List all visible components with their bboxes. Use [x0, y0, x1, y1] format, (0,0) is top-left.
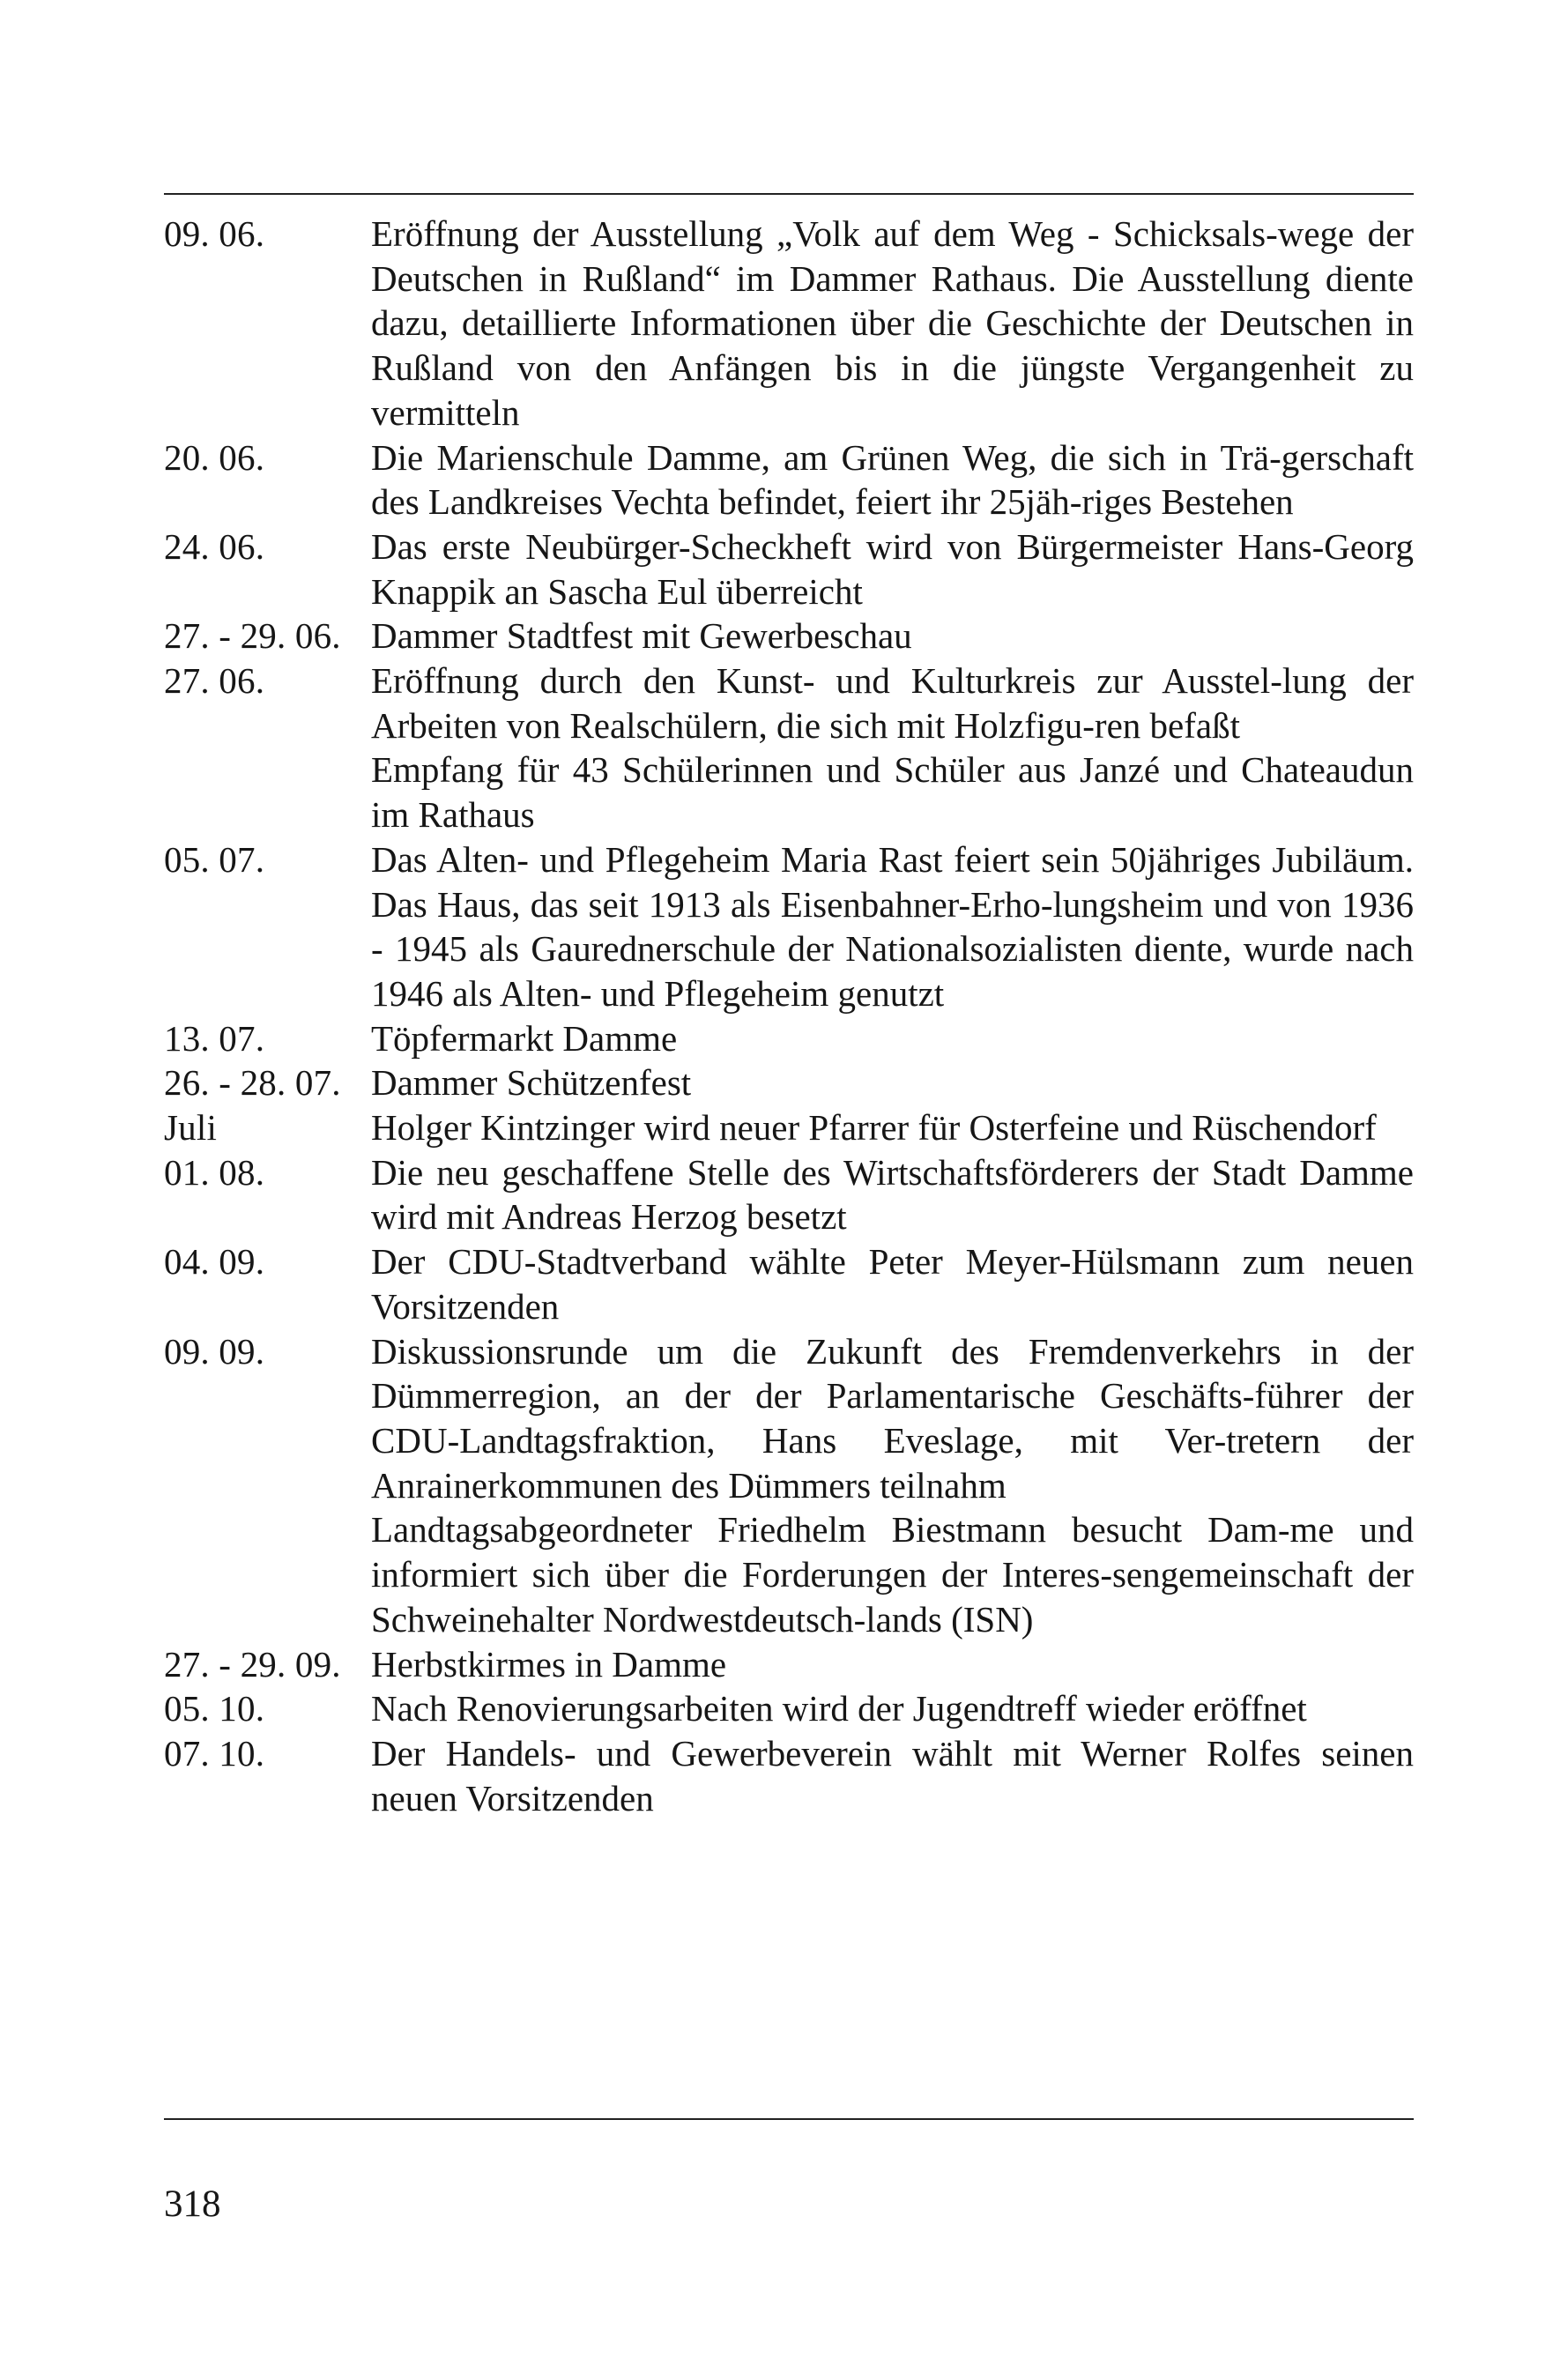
entry-text [371, 658, 1414, 837]
entry-text [371, 837, 1414, 1016]
entry-paragraph: Empfang für 43 Schülerinnen und Schüler aus Janzé und Chateaudun im Rathaus [371, 749, 1414, 836]
bottom-rule [164, 2118, 1414, 2120]
entry-paragraph: Nach Renovierungsarbeiten wird der Jugendtreff wieder eröffnet [371, 1688, 1307, 1729]
entry-paragraph: Der Handels- und Gewerbeverein wählt mit Werner Rolfes seinen neuen Vorsitzenden [371, 1732, 1414, 1818]
entry-paragraph: Holger Kintzinger wird neuer Pfarrer für Osterfeine und Rüschendorf [371, 1107, 1377, 1149]
entry-date: 27. - 29. 06. [164, 615, 341, 657]
entry-date: 07. 10. [164, 1732, 265, 1774]
entry-text [371, 435, 1414, 524]
chronicle-entry [164, 1105, 1414, 1150]
chronicle-entry [164, 837, 1414, 1016]
chronicle-entry [164, 1016, 1414, 1061]
chronicle-entry [164, 1150, 1414, 1239]
chronicle-entry [164, 614, 1414, 658]
entry-paragraph: Eröffnung der Ausstellung „Volk auf dem Weg - Schicksals-wege der Deutschen in Rußland“ im Dammer Rathaus. Die Ausstellung diente dazu, detaillierte Informationen über die Geschichte der Deutschen in Rußland von den Anfängen bis in die jüngste Vergangenheit zu vermitteln [371, 213, 1414, 433]
chronicle-entry [164, 658, 1414, 837]
entry-paragraph: Der CDU-Stadtverband wählte Peter Meyer-Hülsmann zum neuen Vorsitzenden [371, 1241, 1414, 1327]
entry-text [371, 1686, 1414, 1731]
entry-date: 26. - 28. 07. [164, 1062, 341, 1104]
entry-text [371, 212, 1414, 435]
entry-text [371, 1060, 1414, 1105]
page-number: 318 [164, 2183, 221, 2225]
chronicle-entry [164, 1060, 1414, 1105]
entry-text [371, 614, 1414, 658]
entry-date: 24. 06. [164, 525, 265, 567]
entry-paragraph: Diskussionsrunde um die Zukunft des Fremdenverkehrs in der Dümmerregion, an der der Parlamentarische Geschäfts-führer der CDU-Landtagsfraktion, Hans Eveslage, mit Ver-tretern der Anrainerkommunen des Dümmers teilnahm [371, 1330, 1414, 1506]
entry-paragraph: Dammer Schützenfest [371, 1062, 692, 1104]
entry-date: 20. 06. [164, 436, 265, 478]
chronicle-entry [164, 1642, 1414, 1687]
entry-date: 27. - 29. 09. [164, 1643, 341, 1685]
chronicle-entry [164, 524, 1414, 614]
entry-paragraph: Die neu geschaffene Stelle des Wirtschaftsförderers der Stadt Damme wird mit Andreas Herzog besetzt [371, 1151, 1414, 1238]
entry-date: 27. 06. [164, 660, 265, 702]
entry-date: Juli [164, 1107, 218, 1149]
entry-paragraph: Eröffnung durch den Kunst- und Kulturkreis zur Ausstel-lung der Arbeiten von Realschülern, die sich mit Holzfigu-ren befaßt [371, 660, 1414, 746]
entry-date: 13. 07. [164, 1017, 265, 1059]
entry-text [371, 1150, 1414, 1239]
entry-text [371, 1016, 1414, 1061]
chronicle-entry [164, 1686, 1414, 1731]
chronicle-list [164, 212, 1414, 1820]
entry-paragraph: Die Marienschule Damme, am Grünen Weg, die sich in Trä-gerschaft des Landkreises Vechta befindet, feiert ihr 25jäh-riges Bestehen [371, 436, 1414, 523]
entry-paragraph: Das erste Neubürger-Scheckheft wird von Bürgermeister Hans-Georg Knappik an Sascha Eul überreicht [371, 525, 1414, 612]
chronicle-entry [164, 435, 1414, 524]
entry-date: 09. 09. [164, 1330, 265, 1372]
chronicle-entry [164, 1239, 1414, 1328]
entry-text [371, 1239, 1414, 1328]
entry-text [371, 1329, 1414, 1642]
entry-paragraph: Das Alten- und Pflegeheim Maria Rast feiert sein 50jähriges Jubiläum. Das Haus, das seit 1913 als Eisenbahner-Erho-lungsheim und von 1936 - 1945 als Gaurednerschule der Nationalsozialisten diente, wurde nach 1946 als Alten- und Pflegeheim genutzt [371, 838, 1414, 1014]
chronicle-entry [164, 1329, 1414, 1642]
entry-paragraph: Töpfermarkt Damme [371, 1017, 678, 1059]
entry-text [371, 524, 1414, 614]
entry-date: 09. 06. [164, 213, 265, 254]
entry-paragraph: Dammer Stadtfest mit Gewerbeschau [371, 615, 912, 657]
entry-date: 01. 08. [164, 1151, 265, 1193]
entry-date: 05. 07. [164, 838, 265, 880]
entry-paragraph: Landtagsabgeordneter Friedhelm Biestmann besucht Dam-me und informiert sich über die Forderungen der Interes-sengemeinschaft der Schweinehalter Nordwestdeutsch-lands (ISN) [371, 1509, 1414, 1640]
entry-paragraph: Herbstkirmes in Damme [371, 1643, 727, 1685]
chronicle-entry [164, 212, 1414, 435]
chronicle-entry [164, 1731, 1414, 1820]
top-rule [164, 193, 1414, 195]
entry-text [371, 1642, 1414, 1687]
entry-date: 04. 09. [164, 1241, 265, 1283]
entry-text [371, 1105, 1414, 1150]
entry-date: 05. 10. [164, 1688, 265, 1729]
entry-text [371, 1731, 1414, 1820]
